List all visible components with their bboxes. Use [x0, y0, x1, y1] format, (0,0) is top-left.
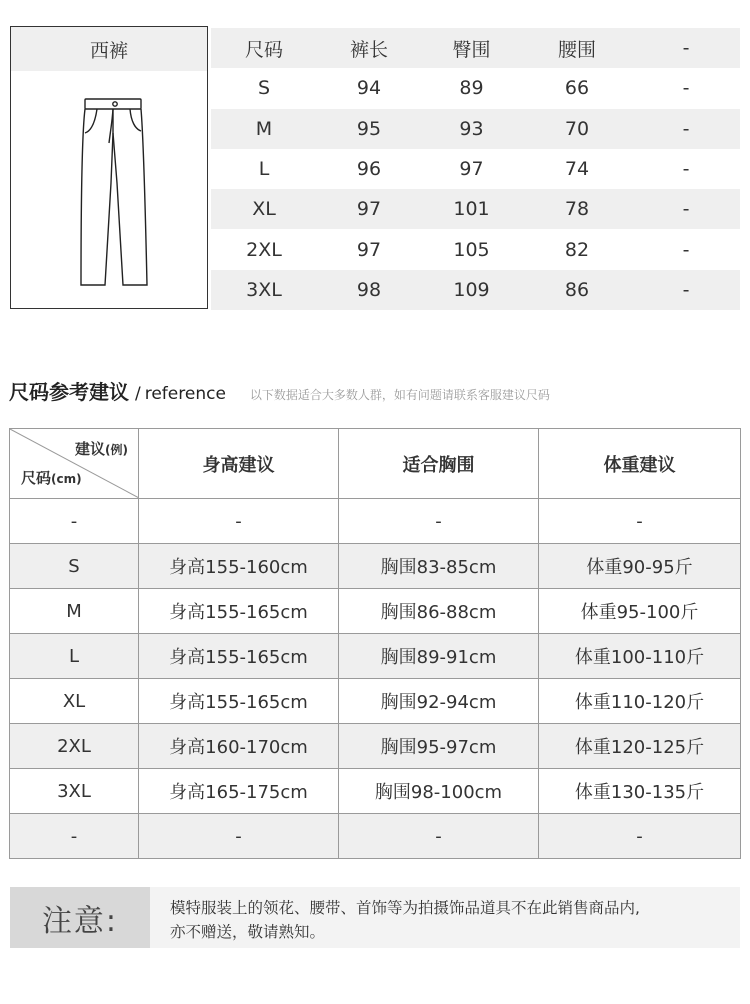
- header-waist: 腰围: [557, 38, 596, 61]
- cell: 身高165-175cm: [139, 769, 339, 814]
- table-row: [10, 814, 741, 859]
- corner-bottom-label: [21, 467, 82, 488]
- cell: 胸围95-97cm: [339, 724, 539, 769]
- reference-table-header: [10, 429, 741, 499]
- corner-top-small: (例): [105, 443, 128, 457]
- corner-bottom-text: 尺码: [21, 469, 52, 487]
- cell: 2XL: [10, 724, 139, 769]
- cell: L: [10, 634, 139, 679]
- table-row: [10, 634, 741, 679]
- header-hip: 臀围: [452, 38, 491, 61]
- cell: 98: [356, 278, 382, 301]
- cell: -: [539, 814, 741, 859]
- cell: 身高160-170cm: [139, 724, 339, 769]
- cell: XL: [10, 679, 139, 724]
- cell: 89: [459, 77, 484, 100]
- corner-top-label: [75, 438, 128, 459]
- cell: -: [539, 499, 741, 544]
- corner-bottom-small: (cm): [51, 472, 82, 486]
- cell: 胸围92-94cm: [339, 679, 539, 724]
- trousers-icon: [75, 93, 155, 317]
- cell: 胸围86-88cm: [339, 589, 539, 634]
- cell: 97: [356, 198, 382, 221]
- table-row: [10, 769, 741, 814]
- cell: S: [10, 544, 139, 589]
- cell: 体重110-120斤: [539, 679, 741, 724]
- cell: XL: [252, 198, 276, 221]
- reference-title: 尺码参考建议: [9, 380, 129, 404]
- cell: -: [10, 499, 139, 544]
- table-row: [211, 189, 740, 229]
- reference-header: [9, 376, 550, 405]
- cell: 97: [459, 158, 484, 181]
- table-row: [211, 109, 740, 149]
- table-row: [211, 229, 740, 269]
- table-row: [211, 68, 740, 108]
- cell: 胸围83-85cm: [339, 544, 539, 589]
- notice-label: 注意:: [10, 887, 150, 948]
- cell: 体重130-135斤: [539, 769, 741, 814]
- cell: -: [139, 814, 339, 859]
- cell: -: [682, 198, 690, 221]
- cell: 105: [453, 238, 490, 261]
- table-row: [10, 544, 741, 589]
- cell: -: [139, 499, 339, 544]
- cell: -: [682, 278, 690, 301]
- table-row: [10, 679, 741, 724]
- cell: 94: [356, 77, 382, 100]
- notice-box: [10, 887, 740, 948]
- header-size: 尺码: [244, 38, 283, 61]
- table-row: [211, 270, 740, 310]
- reference-subtitle: reference: [144, 384, 226, 404]
- cell: 体重95-100斤: [539, 589, 741, 634]
- notice-line-1: 模特服装上的领花、腰带、首饰等为拍摄饰品道具不在此销售商品内,: [170, 899, 640, 917]
- corner-top-text: 建议: [75, 440, 106, 458]
- cell: 3XL: [10, 769, 139, 814]
- header-weight: 体重建议: [539, 429, 741, 499]
- cell: 96: [356, 158, 382, 181]
- cell: 82: [564, 238, 590, 261]
- cell: L: [258, 158, 270, 181]
- cell: 93: [459, 117, 484, 140]
- cell: -: [682, 238, 690, 261]
- reference-note: 以下数据适合大多数人群，如有问题请联系客服建议尺码: [249, 388, 550, 402]
- cell: 体重120-125斤: [539, 724, 741, 769]
- cell: 体重100-110斤: [539, 634, 741, 679]
- cell: 66: [564, 77, 590, 100]
- cell: 74: [564, 158, 590, 181]
- cell: 身高155-165cm: [139, 634, 339, 679]
- cell: -: [339, 499, 539, 544]
- cell: -: [682, 158, 690, 181]
- cell: 身高155-160cm: [139, 544, 339, 589]
- cell: 胸围98-100cm: [339, 769, 539, 814]
- cell: -: [339, 814, 539, 859]
- product-box: [10, 26, 208, 309]
- cell: 体重90-95斤: [539, 544, 741, 589]
- size-table-header: [211, 28, 740, 68]
- reference-table: [9, 428, 741, 859]
- cell: 78: [564, 198, 590, 221]
- notice-text: [150, 887, 640, 948]
- header-extra: -: [682, 37, 690, 60]
- corner-cell: [10, 429, 139, 499]
- header-height: 身高建议: [139, 429, 339, 499]
- table-row: [10, 589, 741, 634]
- cell: 97: [356, 238, 382, 261]
- table-row: [211, 149, 740, 189]
- cell: 86: [564, 278, 590, 301]
- header-chest: 适合胸围: [339, 429, 539, 499]
- cell: 2XL: [246, 238, 282, 261]
- cell: -: [682, 77, 690, 100]
- product-label: 西裤: [11, 27, 207, 71]
- cell: -: [10, 814, 139, 859]
- table-row: [10, 724, 741, 769]
- cell: M: [255, 117, 273, 140]
- notice-line-2: 亦不赠送，敬请熟知。: [170, 923, 326, 941]
- cell: 身高155-165cm: [139, 679, 339, 724]
- cell: 70: [564, 117, 590, 140]
- size-table: [211, 28, 740, 310]
- cell: 胸围89-91cm: [339, 634, 539, 679]
- cell: 101: [453, 198, 490, 221]
- header-length: 裤长: [349, 38, 388, 61]
- cell: 95: [356, 117, 382, 140]
- cell: M: [10, 589, 139, 634]
- cell: 3XL: [246, 278, 282, 301]
- cell: 身高155-165cm: [139, 589, 339, 634]
- cell: 109: [453, 278, 490, 301]
- cell: S: [257, 77, 271, 100]
- reference-slash: /: [135, 384, 141, 404]
- table-row: [10, 499, 741, 544]
- cell: -: [682, 117, 690, 140]
